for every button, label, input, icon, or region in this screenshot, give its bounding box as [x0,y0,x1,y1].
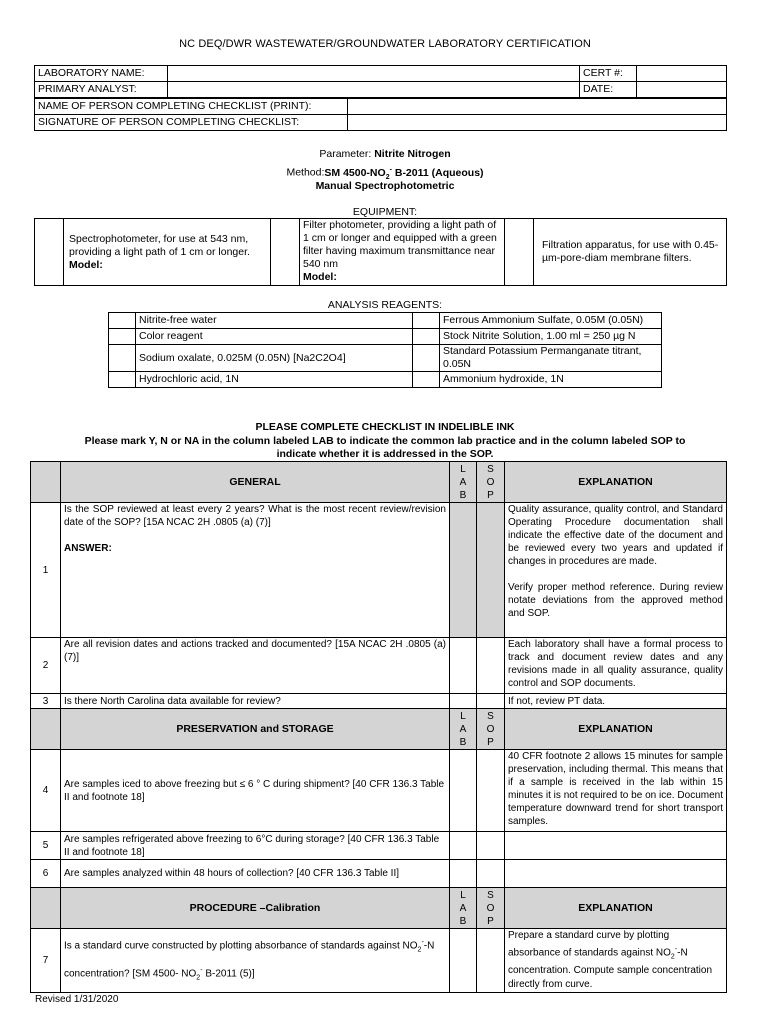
table-row [31,750,727,832]
explanation-header: EXPLANATION [505,462,727,503]
row-question: Is the SOP reviewed at least every 2 years? What is the most recent review/revision date of the SOP? [15A NCAC 2H .0805 (a) (7)] ANSWER: [61,503,450,638]
instructions-line-2: Please mark Y, N or NA in the column labeled LAB to indicate the common lab practice and in the column labeled SOP to [84,435,686,447]
analyst-label: PRIMARY ANALYST: [35,82,168,98]
sop-cell[interactable] [477,860,505,888]
row-question: Is there North Carolina data available for review? [61,694,450,709]
row-question: Are samples refrigerated above freezing to 6°C during storage? [40 CFR 136.3 Table II and footnote 18] [61,832,450,860]
signature-label: SIGNATURE OF PERSON COMPLETING CHECKLIST: [35,115,348,131]
sop-cell[interactable] [477,503,505,638]
lab-column-header: L A B [450,888,477,929]
sop-cell[interactable] [477,694,505,709]
row-question: Are samples iced to above freezing but ≤ 6 ° C during shipment? [40 CFR 136.3 Table II and footnote 18] [61,750,450,832]
cert-field[interactable] [637,66,727,82]
person-field[interactable] [348,99,727,115]
row-number: 2 [31,638,61,694]
lab-column-header: L A B [450,462,477,503]
row-explanation [505,832,727,860]
equipment-check-2[interactable] [271,219,300,286]
reagent-check[interactable] [413,372,440,388]
equipment-table [34,218,727,286]
reagent-left-3: Sodium oxalate, 0.025M (0.05N) [Na2C2O4] [136,345,413,372]
parameter-line [0,148,770,160]
section-title-preservation: PRESERVATION and STORAGE [61,709,450,750]
section-title-general: GENERAL [61,462,450,503]
reagent-right-1: Ferrous Ammonium Sulfate, 0.05M (0.05N) [440,313,662,329]
reagent-check[interactable] [109,313,136,329]
instructions-heading: PLEASE COMPLETE CHECKLIST IN INDELIBLE INK [255,421,515,433]
section-header-calibration [31,888,727,929]
lab-cell[interactable] [450,832,477,860]
reagent-right-3: Standard Potassium Permanganate titrant, 0.05N [440,345,662,372]
cert-label: CERT #: [580,66,637,82]
explanation-header: EXPLANATION [505,709,727,750]
row-number: 6 [31,860,61,888]
reagent-left-4: Hydrochloric acid, 1N [136,372,413,388]
lab-cell[interactable] [450,503,477,638]
sop-column-header: S O P [477,462,505,503]
equipment-check-1[interactable] [35,219,64,286]
table-row [31,832,727,860]
equipment-title: EQUIPMENT: [352,206,418,218]
reagent-right-4: Ammonium hydroxide, 1N [440,372,662,388]
sop-column-header: S O P [477,709,505,750]
lab-cell[interactable] [450,694,477,709]
lab-info-table [34,65,727,98]
sop-cell[interactable] [477,832,505,860]
reagent-left-2: Color reagent [136,329,413,345]
row-question: Are samples analyzed within 48 hours of collection? [40 CFR 136.3 Table II] [61,860,450,888]
section-title-calibration: PROCEDURE –Calibration [61,888,450,929]
reagent-check[interactable] [413,313,440,329]
row-explanation: Prepare a standard curve by plotting absorbance of standards against $NO_2^--N$ concentration. Compute sample concentration directly from curve. [505,929,727,993]
parameter-value: Nitrite Nitrogen [374,148,451,160]
row-number: 5 [31,832,61,860]
reagent-check[interactable] [413,345,440,372]
equipment-check-3[interactable] [505,219,534,286]
person-label: NAME OF PERSON COMPLETING CHECKLIST (PRINT): [35,99,348,115]
row-explanation: 40 CFR footnote 2 allows 15 minutes for sample preservation, including thermal. This means that if a sample is received in the lab within 15 minutes it is not required to be on ice. Document temperature downward trend for short transport samples. [505,750,727,832]
table-row [31,860,727,888]
lab-name-label: LABORATORY NAME: [35,66,168,82]
explanation-header: EXPLANATION [505,888,727,929]
table-row [31,694,727,709]
row-number: 1 [31,503,61,638]
checklist-table [30,461,727,993]
table-row [31,503,727,638]
lab-name-field[interactable] [168,66,580,82]
equipment-item-1: Spectrophotometer, for use at 543 nm, providing a light path of 1 cm or longer. Model: [64,219,271,286]
method-label: Method: [286,166,325,179]
row-explanation: Quality assurance, quality control, and Standard Operating Procedure documentation shall indicate the effective date of the document and be reviewed every two years and updated if changes in procedures are made. Verify proper method reference. During review notate deviations from the approved method and SOP. [505,503,727,638]
row-number: 3 [31,694,61,709]
lab-cell[interactable] [450,638,477,694]
row-question: Are all revision dates and actions tracked and documented? [15A NCAC 2H .0805 (a) (7)] [61,638,450,694]
sop-cell[interactable] [477,638,505,694]
table-row [31,929,727,993]
reagent-check[interactable] [413,329,440,345]
row-number: 4 [31,750,61,832]
section-header-preservation [31,709,727,750]
method-value: SM $4500-NO_2^-$ B-2011 (Aqueous) [324,166,484,181]
row-explanation: If not, review PT data. [505,694,727,709]
date-field[interactable] [637,82,727,98]
signature-field[interactable] [348,115,727,131]
row-explanation [505,860,727,888]
row-question: Is a standard curve constructed by plotting absorbance of standards against $NO_2^--N$ concentration? [SM 4500- $NO_2^-$ B-2011 (5)] [61,929,450,993]
reagents-title: ANALYSIS REAGENTS: [327,299,443,311]
date-label: DATE: [580,82,637,98]
person-table [34,98,727,131]
analyst-field[interactable] [168,82,580,98]
equipment-item-2: Filter photometer, providing a light path of 1 cm or longer and equipped with a green filter having maximum transmittance near 540 nm Model: [300,219,505,286]
reagent-check[interactable] [109,329,136,345]
sop-cell[interactable] [477,750,505,832]
reagent-check[interactable] [109,372,136,388]
section-header-general [31,462,727,503]
table-row [31,638,727,694]
lab-cell[interactable] [450,750,477,832]
parameter-label: Parameter: [319,148,372,160]
sop-column-header: S O P [477,888,505,929]
page-title: NC DEQ/DWR WASTEWATER/GROUNDWATER LABORATORY CERTIFICATION [179,38,591,50]
method-subtitle: Manual Spectrophotometric [315,180,455,192]
row-number: 7 [31,929,61,993]
reagents-table [108,312,662,388]
row-explanation: Each laboratory shall have a formal process to track and document review dates and any revisions made in all quality assurance, quality control and SOP documents. [505,638,727,694]
reagent-left-1: Nitrite-free water [136,313,413,329]
reagent-right-2: Stock Nitrite Solution, 1.00 ml = 250 µg N [440,329,662,345]
equipment-item-3: Filtration apparatus, for use with 0.45-µm-pore-diam membrane filters. [534,219,727,286]
lab-cell[interactable] [450,929,477,993]
method-line [0,166,770,181]
revised-date: Revised 1/31/2020 [35,994,119,1005]
sop-cell[interactable] [477,929,505,993]
lab-cell[interactable] [450,860,477,888]
reagent-check[interactable] [109,345,136,372]
lab-column-header: L A B [450,709,477,750]
instructions-line-3: indicate whether it is addressed in the SOP. [276,448,494,460]
